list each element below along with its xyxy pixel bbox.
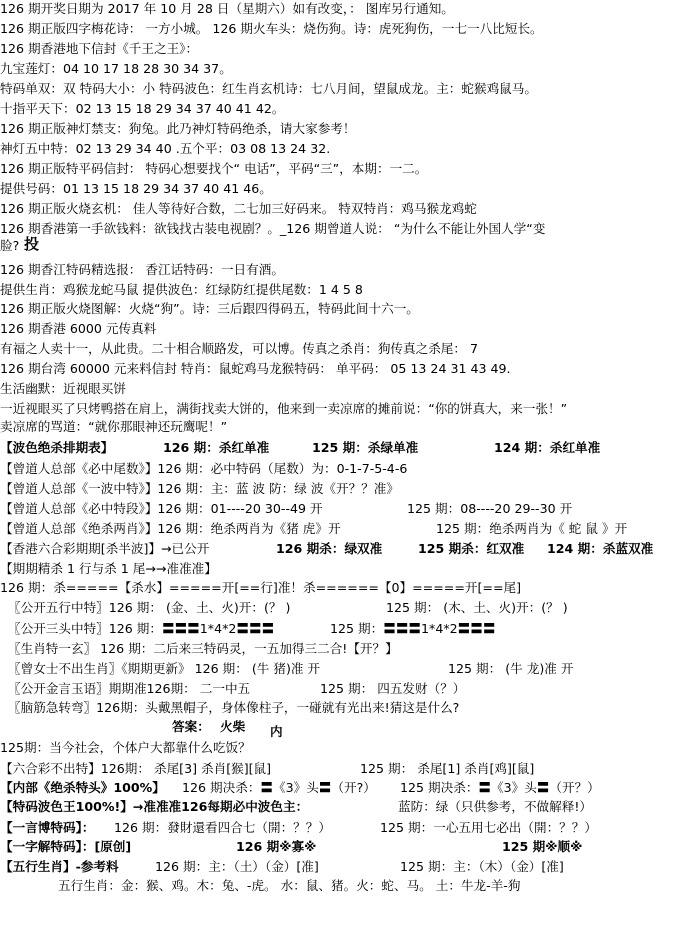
yiyan-126: 126 期：發財還看四合七（開：？？） <box>114 820 331 835</box>
santou-126: 〖公开三头中特〗126 期：〓〓〓1*4*2〓〓〓 <box>8 621 275 636</box>
wuxing-126: 〖公开五行中特〗126 期： (金、土、火)开：(？ ) <box>8 600 291 615</box>
yiyan-125: 125 期：一心五用七必出（開：？？） <box>380 820 597 835</box>
banbo-label: 【香港六合彩期期[杀半波]】→已公开 <box>0 541 210 556</box>
wuxingshx-126: 126 期：主：（土）（金）[准] <box>155 859 319 874</box>
line-provided-zodiac: 提供生肖：鸡猴龙蛇马鼠 提供波色：红绿防红提供尾数：1 4 5 8 <box>0 282 363 297</box>
line-provided-numbers: 提供号码：01 13 15 18 29 34 37 40 41 46。 <box>0 181 272 196</box>
line-hk-6000-fax: 126 期香港 6000 元传真料 <box>0 321 157 336</box>
answer-value: 火柴 <box>220 719 246 734</box>
yiyan-label: 【一言博特码】： <box>0 820 95 835</box>
line-liangxiao-125: 125 期：绝杀两肖为《 蛇 鼠 》开 <box>436 521 628 536</box>
line-youfu: 有福之人卖十一，从此贵。二十相合顺路发，可以博。传真之杀肖：狗传真之杀尾： 7 <box>0 341 478 356</box>
line-huoshao-xuanji: 126 期正版火烧玄机： 佳人等待好合数，二七加三好码来。 特双特肖：鸡马猴龙鸡蛇 <box>0 201 477 216</box>
line-hk-envelope: 126 期香港地下信封《千王之王》： <box>0 41 199 56</box>
neibu-label: 【内部《绝杀特头》100%】 <box>0 780 165 795</box>
line-humor-story: 一近视眼买了只烤鸭搭在肩上，满街找卖大饼的，他来到一卖凉席的摊前说：“你的饼真大，来一张！” <box>0 401 568 416</box>
wuxingshx-label: 【五行生肖】-参考料 <box>0 859 119 874</box>
line-lian: 脸? <box>0 238 20 253</box>
line-humor-title: 生活幽默：近视眼买饼 <box>0 381 126 396</box>
line-weishu: 【曾道人总部《必中尾数》】126 期：必中特码（尾数）为：0-1-7-5-4-6 <box>0 461 408 476</box>
line-taiwan-60000: 126 期台湾 60000 元来料信封 特肖：鼠蛇鸡马龙猴特码： 单平码： 05 13 24 31 43 49. <box>0 361 511 376</box>
line-shengxiao: 〖生肖特一玄〗 126 期：二后来三特码灵，一五加得三二合!【开？】 <box>8 641 398 656</box>
line-shendeng-five: 神灯五中特：02 13 29 34 40 .五个平：03 08 13 24 32. <box>0 141 331 156</box>
answer-label: 答案： <box>172 719 210 734</box>
buchute-126: 【六合彩不出特】126期： 杀尾[3] 杀肖[猴][鼠] <box>0 761 272 776</box>
line-jingsha: 【期期精杀 1 行与杀 1 尾→→准准准】 <box>0 561 217 576</box>
line-jiubao: 九宝莲灯：04 10 17 18 28 30 34 37。 <box>0 61 232 76</box>
overlay-nei-char: 内 <box>270 724 283 739</box>
line-teduan-126: 【曾道人总部《必中特段》】126 期：01----20 30--49 开 <box>0 501 323 516</box>
bose-126: 126 期：杀红单准 <box>163 440 270 455</box>
line-hk-first-hand: 126 期香港第一手欲钱料：欲钱找古装电视剧？。_126 期曾道人说： “为什么不能让外国人学“变 <box>0 221 546 236</box>
cengnvshi-125: 125 期： (牛 龙)准 开 <box>448 661 574 676</box>
buchute-125: 125 期： 杀尾[1] 杀肖[鸡][鼠] <box>360 761 535 776</box>
banbo-124: 124 期：杀蓝双准 <box>547 541 654 556</box>
overlay-tou-char: 投 <box>24 235 40 253</box>
line-liangxiao-126: 【曾道人总部《绝杀两肖》】126 期：绝杀两肖为《猪 虎》开 <box>0 521 341 536</box>
line-draw-date: 126 期开奖日期为 2017 年 10 月 28 日（星期六）如有改变，： 图库另行通知。 <box>0 1 454 16</box>
yizijie-126: 126 期※寡※ <box>236 839 317 854</box>
banbo-126: 126 期杀：绿双准 <box>276 541 383 556</box>
line-jingsha-sub: 126 期：杀=====【杀水】=====开[==行]准！杀======【0】=====开[==尾] <box>0 580 522 595</box>
neibu-126: 126 期决杀：〓《3》头〓（开?） <box>182 780 376 795</box>
tebo-rest: 蓝防：绿（只供参考，不做解释!） <box>398 799 592 814</box>
line-shendeng-ban: 126 期正版神灯禁支：狗兔。此乃神灯特码绝杀，请大家参考！ <box>0 121 356 136</box>
bose-125: 125 期：杀绿单准 <box>312 440 419 455</box>
jinyan-125: 125 期： 四五发财（？） <box>320 681 466 696</box>
banbo-125: 125 期杀：红双准 <box>418 541 525 556</box>
line-wuxing-detail: 五行生肖：金：猴、鸡。木：兔、-虎。 水：鼠、猪。火：蛇、马。 土：牛龙-羊-狗 <box>58 878 521 893</box>
yizijie-125: 125 期※顺※ <box>502 839 583 854</box>
wuxing-125: 125 期： (木、土、火)开：(？ ) <box>386 600 568 615</box>
line-humor-reply: 卖凉席的骂道：“就你那眼神还玩鹰呢！” <box>0 419 228 434</box>
line-huoshao-tujie: 126 期正版火烧图解：火烧“狗”。诗：三后跟四得码五，特码此间十六一。 <box>0 301 419 316</box>
line-xiangjiang: 126 期香江特码精选报： 香江话特码：一日有酒。 <box>0 262 284 277</box>
bose-label: 【波色绝杀排期表】 <box>0 440 114 455</box>
line-q125: 125期：当今社会，个体户大都靠什么吃饭？ <box>0 740 251 755</box>
jinyan-126: 〖公开金言玉语〗期期准126期： 二一中五 <box>8 681 251 696</box>
line-yibo: 【曾道人总部《一波中特》】126 期：主：蓝 波 防：绿 波《开？？准》 <box>0 481 399 496</box>
santou-125: 125 期：〓〓〓1*4*2〓〓〓 <box>330 621 496 636</box>
line-teduan-125: 125 期：08----20 29--30 开 <box>407 501 573 516</box>
line-naojin: 〖脑筋急转弯〗126期：头戴黑帽子，身体像柱子，一碰就有光出来!猜这是什么? <box>8 700 460 715</box>
cengnvshi-126: 〖曾女士不出生肖〗《期期更新》 126 期： (牛 猪)准 开 <box>8 661 321 676</box>
line-meihua-poem: 126 期正版四字梅花诗： 一方小城。 126 期火车头：烧伤狗。诗：虎死狗伤，一七一八比短长。 <box>0 21 543 36</box>
bose-124: 124 期：杀红单准 <box>494 440 601 455</box>
line-shizhi: 十指平天下：02 13 15 18 29 34 37 40 41 42。 <box>0 101 285 116</box>
tebo-label: 【特码波色王100%!】→准准准126每期必中波色主： <box>0 799 309 814</box>
line-teping-envelope: 126 期正版特平码信封： 特码心想要找个“ 电话”，平码“三”，本期：一二。 <box>0 161 428 176</box>
neibu-125: 125 期决杀：〓《3》头〓（开？） <box>400 780 600 795</box>
yizijie-label: 【一字解特码】：[原创] <box>0 839 132 854</box>
wuxingshx-125: 125 期：主：（木）（金）[准] <box>400 859 564 874</box>
line-special-attrs: 特码单双：双 特码大小：小 特码波色：红生肖玄机诗：七八月间，望鼠成龙。主：蛇猴鸡鼠马。 <box>0 81 537 96</box>
